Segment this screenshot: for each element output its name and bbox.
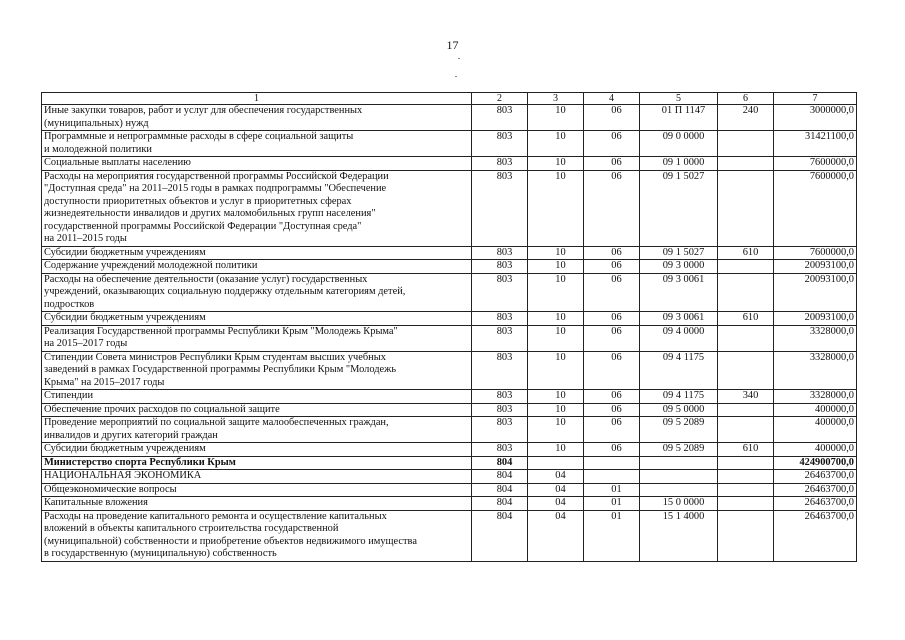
- row-name-cell: Иные закупки товаров, работ и услуг для обеспечения государственных (муниципальных) нужд: [42, 105, 472, 131]
- row-subsection-cell-text: 06: [611, 273, 622, 285]
- row-section-cell-text: 10: [555, 131, 566, 142]
- row-subsection-cell: [584, 246, 640, 260]
- row-admin-code-cell-text: 804: [496, 470, 513, 481]
- row-subsection-cell: [584, 510, 640, 561]
- row-subsection-cell-text: 01: [611, 497, 622, 508]
- row-target-article-cell: [640, 170, 718, 246]
- row-admin-code-cell-text: 803: [496, 351, 513, 363]
- row-name-cell: Капитальные вложения: [42, 497, 472, 511]
- row-subsection-cell: [584, 157, 640, 171]
- row-admin-code-cell: [472, 443, 528, 457]
- row-target-article-cell-text: 15 1 4000: [662, 510, 705, 522]
- row-admin-code-cell: [472, 131, 528, 157]
- row-expense-type-cell: [718, 497, 774, 511]
- row-section-cell-text: 04: [555, 470, 566, 481]
- scan-speck: [455, 76, 457, 77]
- row-target-article-cell: [640, 443, 718, 457]
- row-admin-code-cell-text: 803: [496, 246, 513, 258]
- row-subsection-cell-text: 06: [611, 390, 622, 401]
- table-row: [42, 312, 857, 326]
- table-row: [42, 390, 857, 404]
- row-amount-cell: 3328000,0: [774, 390, 857, 404]
- row-subsection-cell: [584, 105, 640, 131]
- header-cell: 3: [528, 93, 584, 105]
- row-target-article-cell: [640, 470, 718, 484]
- row-target-article-cell: [640, 456, 718, 470]
- row-amount-cell: 20093100,0: [774, 260, 857, 274]
- row-name-cell: Реализация Государственной программы Республики Крым "Молодежь Крыма" на 2015–2017 годы: [42, 325, 472, 351]
- row-expense-type-cell: [718, 325, 774, 351]
- budget-table: [41, 92, 857, 562]
- row-section-cell: [528, 456, 584, 470]
- scan-speck: [458, 58, 460, 59]
- row-amount-cell: 424900700,0: [774, 456, 857, 470]
- row-expense-type-cell-text: 610: [742, 443, 759, 454]
- row-name-cell: НАЦИОНАЛЬНАЯ ЭКОНОМИКА: [42, 470, 472, 484]
- row-target-article-cell: [640, 105, 718, 131]
- row-target-article-cell-text: 09 5 0000: [662, 403, 705, 415]
- table-row: [42, 260, 857, 274]
- row-amount-cell: 20093100,0: [774, 312, 857, 326]
- row-target-article-cell-text: 15 0 0000: [662, 497, 705, 508]
- row-admin-code-cell-text: 803: [496, 170, 513, 182]
- row-admin-code-cell: [472, 510, 528, 561]
- row-section-cell: [528, 470, 584, 484]
- row-admin-code-cell: [472, 497, 528, 511]
- row-target-article-cell: [640, 312, 718, 326]
- row-admin-code-cell-text: 803: [496, 131, 513, 142]
- row-section-cell: [528, 273, 584, 312]
- table-row: [42, 170, 857, 246]
- row-target-article-cell: [640, 260, 718, 274]
- row-target-article-cell: [640, 246, 718, 260]
- row-section-cell-text: 10: [555, 105, 566, 116]
- row-admin-code-cell-text: 803: [496, 403, 513, 415]
- row-section-cell-text: 10: [555, 443, 566, 454]
- row-admin-code-cell: [472, 246, 528, 260]
- row-target-article-cell: [640, 483, 718, 497]
- header-cell: 6: [718, 93, 774, 105]
- row-target-article-cell: [640, 157, 718, 171]
- row-admin-code-cell: [472, 470, 528, 484]
- table-row: [42, 417, 857, 443]
- row-amount-cell: 3328000,0: [774, 351, 857, 390]
- row-section-cell: [528, 510, 584, 561]
- row-expense-type-cell: [718, 157, 774, 171]
- row-subsection-cell: [584, 483, 640, 497]
- row-section-cell-text: 04: [555, 483, 566, 495]
- row-target-article-cell-text: 09 1 5027: [662, 246, 705, 258]
- row-name-cell: Субсидии бюджетным учреждениям: [42, 443, 472, 457]
- budget-table-body: [42, 93, 857, 562]
- row-admin-code-cell: [472, 273, 528, 312]
- row-amount-cell: 26463700,0: [774, 510, 857, 561]
- row-subsection-cell: [584, 497, 640, 511]
- row-subsection-cell-text: 06: [611, 443, 622, 454]
- row-subsection-cell: [584, 351, 640, 390]
- row-name-cell: Расходы на проведение капитального ремонта и осуществление капитальных вложений в объекты капитального строительства государственной (муниципальной) собственности и приобретение объектов недвижимого имущества в государственную (муниципальную) собственность: [42, 510, 472, 561]
- row-section-cell-text: 10: [555, 351, 566, 363]
- row-name-cell: Стипендии Совета министров Республики Крым студентам высших учебных заведений в рамках Государственной программы Республики Крым "Молодежь Крыма" на 2015–2017 годы: [42, 351, 472, 390]
- row-subsection-cell: [584, 273, 640, 312]
- row-amount-cell: 7600000,0: [774, 246, 857, 260]
- row-admin-code-cell: [472, 456, 528, 470]
- row-amount-cell: 3000000,0: [774, 105, 857, 131]
- row-expense-type-cell: [718, 170, 774, 246]
- row-target-article-cell-text: 09 1 5027: [662, 170, 705, 182]
- row-admin-code-cell: [472, 403, 528, 417]
- row-name-cell: Содержание учреждений молодежной политики: [42, 260, 472, 274]
- row-section-cell: [528, 105, 584, 131]
- row-amount-cell: 31421100,0: [774, 131, 857, 157]
- page-number: 17: [446, 38, 459, 52]
- row-name-cell: Субсидии бюджетным учреждениям: [42, 246, 472, 260]
- row-subsection-cell: [584, 470, 640, 484]
- row-target-article-cell-text: 09 3 0061: [662, 273, 705, 285]
- row-subsection-cell: [584, 312, 640, 326]
- row-admin-code-cell: [472, 390, 528, 404]
- row-amount-cell: 7600000,0: [774, 170, 857, 246]
- row-section-cell: [528, 157, 584, 171]
- row-section-cell-text: 10: [555, 417, 566, 428]
- row-target-article-cell: [640, 403, 718, 417]
- table-row: [42, 246, 857, 260]
- row-section-cell-text: 10: [555, 390, 566, 401]
- row-admin-code-cell-text: 803: [496, 443, 513, 454]
- row-expense-type-cell: [718, 260, 774, 274]
- table-row: [42, 325, 857, 351]
- row-name-cell: Министерство спорта Республики Крым: [42, 456, 472, 470]
- row-target-article-cell: [640, 325, 718, 351]
- row-admin-code-cell: [472, 170, 528, 246]
- row-target-article-cell: [640, 417, 718, 443]
- row-section-cell: [528, 417, 584, 443]
- row-amount-cell: 400000,0: [774, 403, 857, 417]
- row-admin-code-cell: [472, 260, 528, 274]
- row-target-article-cell: [640, 273, 718, 312]
- row-amount-cell: 20093100,0: [774, 273, 857, 312]
- row-amount-cell: 3328000,0: [774, 325, 857, 351]
- row-amount-cell: 400000,0: [774, 417, 857, 443]
- row-target-article-cell-text: 09 3 0000: [662, 260, 705, 271]
- row-admin-code-cell-text: 804: [496, 510, 513, 522]
- row-subsection-cell-text: 06: [611, 403, 622, 415]
- header-cell: 5: [640, 93, 718, 105]
- row-subsection-cell-text: 06: [611, 260, 622, 271]
- header-cell: 4: [584, 93, 640, 105]
- row-subsection-cell: [584, 456, 640, 470]
- table-row: [42, 497, 857, 511]
- table-row: [42, 456, 857, 470]
- row-target-article-cell-text: 09 0 0000: [662, 131, 705, 142]
- row-section-cell: [528, 246, 584, 260]
- row-expense-type-cell: [718, 510, 774, 561]
- row-section-cell: [528, 390, 584, 404]
- row-section-cell-text: 10: [555, 312, 566, 323]
- row-admin-code-cell: [472, 312, 528, 326]
- row-section-cell: [528, 325, 584, 351]
- row-amount-cell: 26463700,0: [774, 470, 857, 484]
- table-row: [42, 483, 857, 497]
- row-amount-cell: 400000,0: [774, 443, 857, 457]
- row-name-cell: Обеспечение прочих расходов по социальной защите: [42, 403, 472, 417]
- row-expense-type-cell: [718, 456, 774, 470]
- row-subsection-cell: [584, 417, 640, 443]
- row-subsection-cell-text: 06: [611, 325, 622, 337]
- row-subsection-cell-text: 06: [611, 246, 622, 258]
- row-target-article-cell: [640, 510, 718, 561]
- row-amount-cell: 7600000,0: [774, 157, 857, 171]
- row-subsection-cell-text: 01: [611, 510, 622, 522]
- row-admin-code-cell-text: 803: [496, 417, 513, 428]
- table-row: [42, 351, 857, 390]
- table-row: [42, 510, 857, 561]
- row-section-cell-text: 10: [555, 170, 566, 182]
- row-section-cell-text: 10: [555, 157, 566, 168]
- row-name-cell: Общеэкономические вопросы: [42, 483, 472, 497]
- row-target-article-cell-text: 01 П 1147: [661, 105, 706, 116]
- row-admin-code-cell: [472, 351, 528, 390]
- row-target-article-cell-text: 09 1 0000: [662, 157, 705, 168]
- row-target-article-cell-text: 09 4 1175: [662, 390, 705, 401]
- row-section-cell-text: 10: [555, 246, 566, 258]
- row-subsection-cell: [584, 325, 640, 351]
- table-row: [42, 157, 857, 171]
- row-subsection-cell: [584, 170, 640, 246]
- row-section-cell-text: 10: [555, 273, 566, 285]
- row-section-cell-text: 04: [555, 497, 566, 508]
- row-subsection-cell: [584, 260, 640, 274]
- row-admin-code-cell: [472, 157, 528, 171]
- row-section-cell: [528, 403, 584, 417]
- row-amount-cell: 26463700,0: [774, 497, 857, 511]
- row-subsection-cell-text: 01: [611, 483, 622, 495]
- row-subsection-cell-text: 06: [611, 105, 622, 116]
- header-row: [42, 93, 857, 105]
- row-section-cell-text: 10: [555, 260, 566, 271]
- row-expense-type-cell: [718, 273, 774, 312]
- row-expense-type-cell: [718, 443, 774, 457]
- row-expense-type-cell: [718, 351, 774, 390]
- row-subsection-cell-text: 06: [611, 157, 622, 168]
- row-target-article-cell-text: 09 5 2089: [662, 443, 705, 454]
- row-section-cell-text: 10: [555, 325, 566, 337]
- row-expense-type-cell-text: 610: [742, 312, 759, 323]
- row-section-cell: [528, 170, 584, 246]
- row-admin-code-cell-text: 804: [496, 456, 513, 468]
- row-section-cell: [528, 131, 584, 157]
- row-section-cell-text: 04: [555, 510, 566, 522]
- table-row: [42, 470, 857, 484]
- row-admin-code-cell: [472, 417, 528, 443]
- row-target-article-cell-text: 09 3 0061: [662, 312, 705, 323]
- row-target-article-cell-text: 09 4 1175: [662, 351, 705, 363]
- row-target-article-cell: [640, 131, 718, 157]
- row-expense-type-cell: [718, 131, 774, 157]
- row-section-cell: [528, 260, 584, 274]
- row-name-cell: Расходы на обеспечение деятельности (оказание услуг) государственных учреждений, оказывающих социальную поддержку отдельным категориям детей, подростков: [42, 273, 472, 312]
- row-section-cell: [528, 312, 584, 326]
- row-subsection-cell: [584, 403, 640, 417]
- row-expense-type-cell: [718, 403, 774, 417]
- row-expense-type-cell: [718, 312, 774, 326]
- row-admin-code-cell: [472, 105, 528, 131]
- row-subsection-cell-text: 06: [611, 417, 622, 428]
- row-subsection-cell-text: 06: [611, 351, 622, 363]
- row-target-article-cell: [640, 390, 718, 404]
- row-subsection-cell-text: 06: [611, 170, 622, 182]
- row-expense-type-cell: [718, 246, 774, 260]
- header-cell: 2: [472, 93, 528, 105]
- row-admin-code-cell-text: 803: [496, 157, 513, 168]
- row-amount-cell: 26463700,0: [774, 483, 857, 497]
- row-admin-code-cell-text: 803: [496, 390, 513, 401]
- table-row: [42, 131, 857, 157]
- row-name-cell: Субсидии бюджетным учреждениям: [42, 312, 472, 326]
- row-expense-type-cell: [718, 470, 774, 484]
- row-name-cell: Социальные выплаты населению: [42, 157, 472, 171]
- row-name-cell: Стипендии: [42, 390, 472, 404]
- row-subsection-cell-text: 06: [611, 312, 622, 323]
- row-subsection-cell-text: 06: [611, 131, 622, 142]
- row-expense-type-cell: [718, 483, 774, 497]
- row-admin-code-cell: [472, 325, 528, 351]
- row-target-article-cell-text: 09 4 0000: [662, 325, 705, 337]
- row-admin-code-cell-text: 804: [496, 483, 513, 495]
- row-admin-code-cell-text: 803: [496, 273, 513, 285]
- row-expense-type-cell: [718, 390, 774, 404]
- row-section-cell: [528, 443, 584, 457]
- row-name-cell: Проведение мероприятий по социальной защите малообеспеченных граждан, инвалидов и других категорий граждан: [42, 417, 472, 443]
- row-expense-type-cell-text: 610: [742, 246, 759, 258]
- row-expense-type-cell: [718, 105, 774, 131]
- row-target-article-cell: [640, 351, 718, 390]
- table-row: [42, 443, 857, 457]
- row-subsection-cell: [584, 131, 640, 157]
- header-cell: 1: [42, 93, 472, 105]
- row-admin-code-cell-text: 803: [496, 312, 513, 323]
- row-expense-type-cell: [718, 417, 774, 443]
- row-name-cell: Расходы на мероприятия государственной программы Российской Федерации "Доступная среда" на 2011–2015 годы в рамках подпрограммы "Обеспечение доступности приоритетных объектов и услуг в приоритетных сферах жизнедеятельности инвалидов и других маломобильных групп населения" государственной программы Российской Федерации "Доступная среда" на 2011–2015 годы: [42, 170, 472, 246]
- table-row: [42, 273, 857, 312]
- row-admin-code-cell-text: 803: [496, 105, 513, 116]
- row-target-article-cell: [640, 497, 718, 511]
- header-cell: 7: [774, 93, 857, 105]
- row-name-cell: Программные и непрограммные расходы в сфере социальной защиты и молодежной политики: [42, 131, 472, 157]
- row-admin-code-cell-text: 803: [496, 260, 513, 271]
- row-section-cell: [528, 497, 584, 511]
- row-subsection-cell: [584, 443, 640, 457]
- row-admin-code-cell-text: 804: [496, 497, 513, 508]
- row-target-article-cell-text: 09 5 2089: [662, 417, 705, 428]
- row-subsection-cell: [584, 390, 640, 404]
- row-admin-code-cell: [472, 483, 528, 497]
- row-section-cell: [528, 351, 584, 390]
- row-expense-type-cell-text: 340: [742, 390, 759, 401]
- row-expense-type-cell-text: 240: [742, 105, 759, 116]
- row-section-cell-text: 10: [555, 403, 566, 415]
- row-admin-code-cell-text: 803: [496, 325, 513, 337]
- row-section-cell: [528, 483, 584, 497]
- table-row: [42, 403, 857, 417]
- table-row: [42, 105, 857, 131]
